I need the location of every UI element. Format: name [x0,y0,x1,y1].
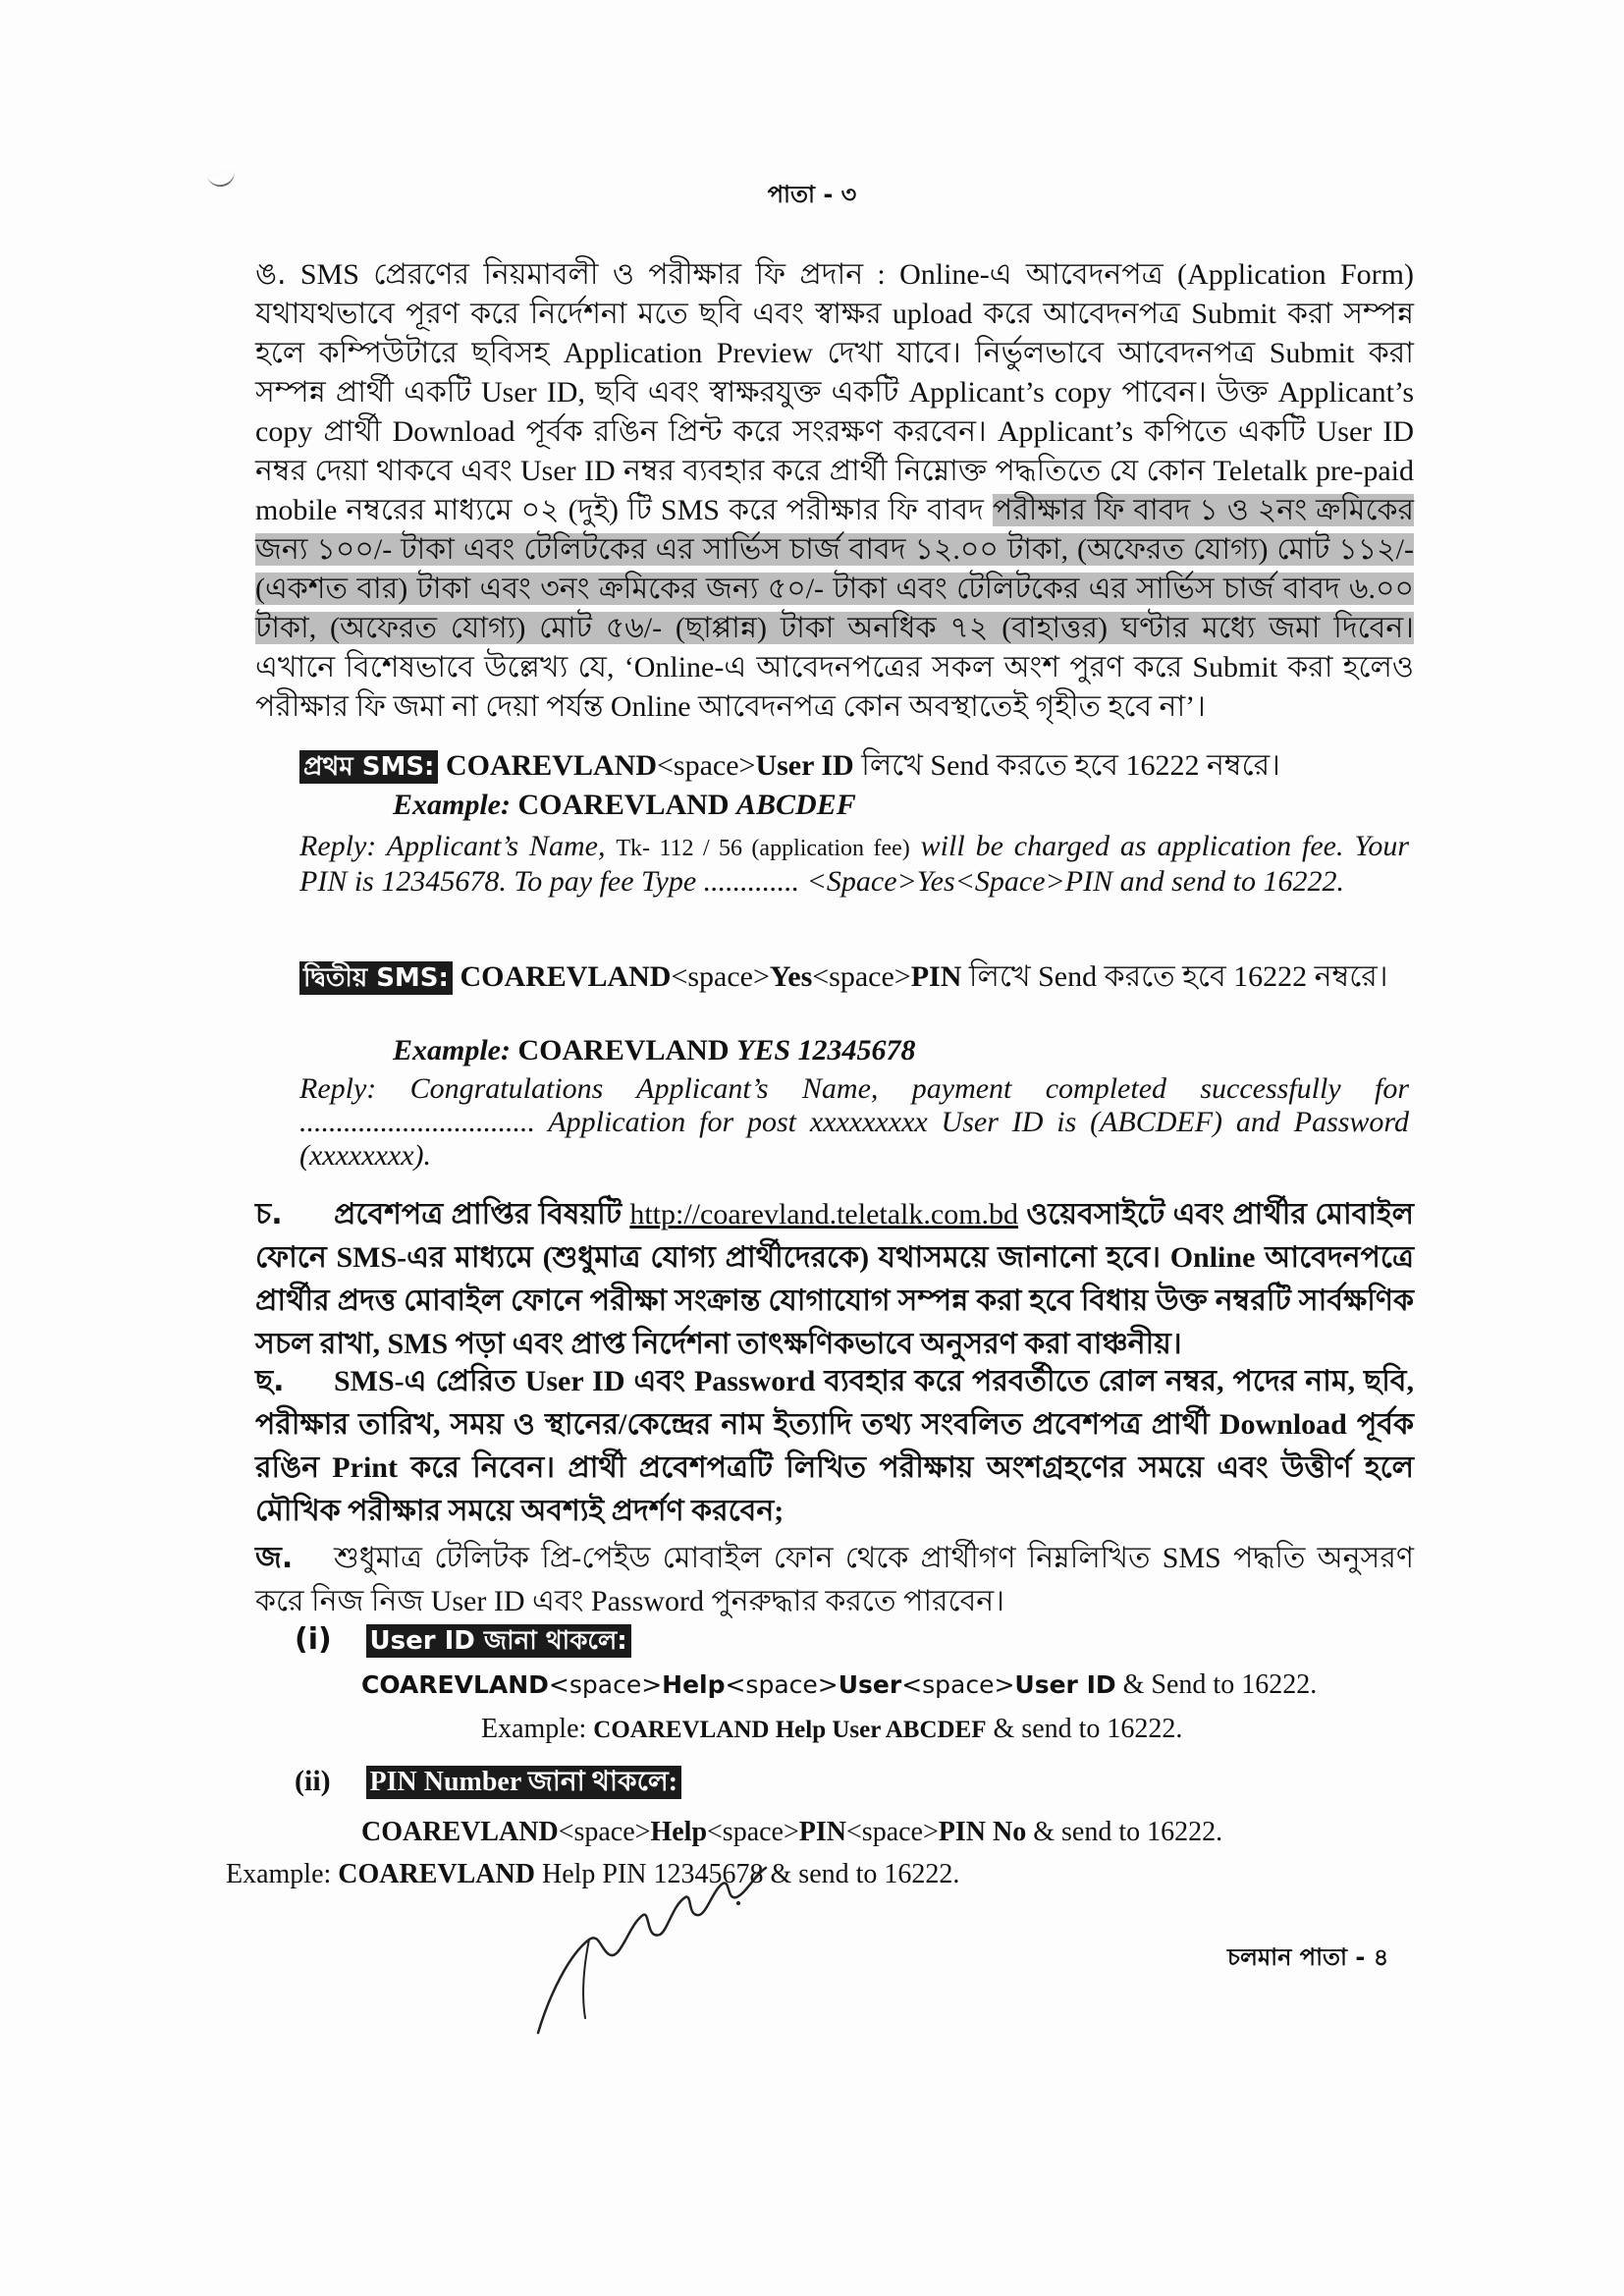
sms1-code: COAREVLAND [445,749,657,782]
sms1-space: <space> [656,749,756,782]
recovery-userid-command [361,1669,1317,1701]
cmd-help: Help [662,1670,726,1699]
roman-numeral: (ii) [295,1765,331,1797]
sms2-space1: <space> [671,960,770,993]
sms1-tail: লিখে Send করতে হবে 16222 নম্বরে। [853,749,1280,782]
cmd-tail: & Send to 16222. [1115,1669,1318,1700]
admit-card-text2: ওয়েবসাইটে এবং প্রার্থীর মোবাইল ফোনে SMS-এর মাধ্যমে (শুধুমাত্র যোগ্য প্রার্থীদেরকে) যথাসময়ে জানানো হবে। Online আবেদনপত্রে প্রার্থীর প্রদত্ত মোবাইল ফোনে পরীক্ষা সংক্রান্ত যোগাযোগ সম্পন্ন করা হবে বিধায় উক্ত নম্বরটি সার্বক্ষণিক সচল রাখা, SMS পড়া এবং প্রাপ্ত নির্দেশনা তাৎক্ষণিকভাবে অনুসরণ করা বাঞ্চনীয়। [255,1198,1414,1360]
cmd-help: Help [650,1817,708,1847]
sms2-line [299,957,1409,997]
sms1-example [393,786,856,825]
cmd-user: User [838,1670,902,1699]
cmd-space: <space> [548,1670,663,1699]
sms2-example-value: YES 12345678 [736,1034,916,1066]
cmd-space: <space> [725,1670,839,1699]
cmd-code: COAREVLAND [361,1817,559,1847]
continued-page-note: চলমান পাতা - ৪ [1227,1943,1389,1971]
admit-card-text1: প্রবেশপত্র প্রাপ্তির বিষয়টি [334,1198,630,1230]
instructions-note: এখানে বিশেষভাবে উল্লেখ্য যে, ‘Online-এ আবেদনপত্রের সকল অংশ পুরণ করে Submit করা হলেও পরীক্ষার ফি জমা না দেয়া পর্যন্ত Online আবেদনপত্র কোন অবস্থাতেই গৃহীত হবে না’। [255,651,1414,723]
example-tail: Help PIN 12345678 & send to 16222. [534,1859,960,1889]
recovery-pin-command [361,1817,1222,1848]
recovery-userid-example [481,1714,1182,1745]
cmd-space: <space> [901,1670,1015,1699]
admit-card-section [255,1193,1414,1366]
example-prefix: Example: [226,1859,339,1889]
instructions-text: SMS প্রেরণের নিয়মাবলী ও পরীক্ষার ফি প্রদান : Online-এ আবেদনপত্র (Application Form) যথাযথভাবে পূরণ করে নির্দেশনা মতে ছবি এবং স্বাক্ষর upload করে আবেদনপত্র Submit করা সম্পন্ন হলে কম্পিউটারে ছবিসহ Application Preview দেখা যাবে। নির্ভুলভাবে আবেদনপত্র Submit করা সম্পন্ন প্রার্থী একটি User ID, ছবি এবং স্বাক্ষরযুক্ত একটি Applicant’s copy পাবেন। উক্ত Applicant’s copy প্রার্থী Download পূর্বক রঙিন প্রিন্ট করে সংরক্ষণ করবেন। Applicant’s কপিতে একটি User ID নম্বর দেয়া থাকবে এবং User ID নম্বর ব্যবহার করে প্রার্থী নিম্নোক্ত পদ্ধতিতে যে কোন Teletalk pre-paid mobile নম্বরের মাধ্যমে ০২ (দুই) টি SMS করে পরীক্ষার ফি বাবদ [255,258,1414,526]
sms2-pin: PIN [910,960,962,993]
cmd-space: <space> [846,1817,939,1847]
example-tail: & send to 16222. [986,1714,1183,1744]
sms2-example-code: COAREVLAND [517,1034,730,1066]
example-command: COAREVLAND [338,1859,535,1889]
sms2-label: দ্বিতীয় SMS: [299,961,453,995]
sms2-example [393,1031,916,1070]
recovery-pin-heading [295,1765,681,1799]
handwritten-signature [530,1846,805,2043]
sms1-example-value: ABCDEF [736,789,856,821]
cmd-space: <space> [707,1817,799,1847]
example-command: COAREVLAND Help User ABCDEF [593,1717,987,1743]
cmd-pin-no: PIN No [938,1817,1027,1847]
sms2-yes: Yes [769,960,813,993]
sms1-reply [299,830,1409,899]
sms1-line [299,746,1409,786]
example-prefix: Example: [481,1714,594,1744]
sms2-tail: লিখে Send করতে হবে 16222 নম্বরে। [961,960,1388,993]
section-marker: ঙ. [255,257,287,292]
sms1-example-code: COAREVLAND [517,789,730,821]
userid-known-label: User ID জানা থাকলে: [366,1624,631,1658]
sms2-example-label: Example: [393,1034,511,1066]
cmd-code: COAREVLAND [361,1670,549,1699]
sms2-code: COAREVLAND [460,960,672,993]
download-admit-text: SMS-এ প্রেরিত User ID এবং Password ব্যবহার করে পরবর্তীতে রোল নম্বর, পদের নাম, ছবি, পরীক্ষার তারিখ, সময় ও স্থানের/কেন্দ্রের নাম ইত্যাদি তথ্য সংবলিত প্রবেশপত্র প্রার্থী Download পূর্বক রঙিন Print করে নিবেন। প্রার্থী প্রবেশপত্রটি লিখিত পরীক্ষায় অংশগ্রহণের সময়ে এবং উত্তীর্ণ হলে মৌখিক পরীক্ষার সময়ে অবশ্যই প্রদর্শণ করবেন; [255,1365,1414,1527]
section-marker: ছ. [255,1364,285,1398]
section-marker: চ. [255,1197,283,1231]
pin-known-label: PIN Number জানা থাকলে: [366,1766,682,1799]
section-marker: জ. [255,1541,294,1575]
sms2-reply: Reply: Congratulations Applicant’s Name, payment completed successfully for ................................ Application for post xxxxxxxxx User ID is (ABCDEF) and Password (xxxxxxxx). [299,1072,1409,1172]
recovery-text: শুধুমাত্র টেলিটক প্রি-পেইড মোবাইল ফোন থেকে প্রার্থীগণ নিম্নলিখিত SMS পদ্ধতি অনুসরণ করে নিজ নিজ User ID এবং Password পুনরুদ্ধার করতে পারবেন। [255,1542,1414,1617]
sms1-reply-fee: Tk- 112 / 56 (application fee) [616,836,910,861]
download-admit-section [255,1360,1414,1533]
sms1-reply-part1: Reply: Applicant’s Name, [299,830,617,862]
cmd-tail: & send to 16222. [1026,1817,1223,1847]
sms1-label: প্রথম SMS: [299,750,438,784]
cmd-userid: User ID [1014,1670,1116,1699]
teletalk-website-link[interactable]: http://coarevland.teletalk.com.bd [629,1198,1019,1230]
cmd-pin: PIN [798,1817,847,1847]
sms2-space2: <space> [812,960,911,993]
cmd-space: <space> [558,1817,651,1847]
page-header: পাতা - ৩ [767,181,857,208]
sms1-userid: User ID [755,749,854,782]
recovery-userid-heading [295,1622,631,1658]
fee-instructions-paragraph [255,255,1414,727]
sms1-example-label: Example: [393,789,511,821]
fee-highlight: পরীক্ষার ফি বাবদ ১ ও ২নং ক্রমিকের জন্য ১০০/- টাকা এবং টেলিটকের এর সার্ভিস চার্জ বাবদ ১২.০০ টাকা, (অফেরত যোগ্য) মোট ১১২/- (একশত বার) টাকা এবং ৩নং ক্রমিকের জন্য ৫০/- টাকা এবং টেলিটকের এর সার্ভিস চার্জ বাবদ ৬.০০ টাকা, (অফেরত যোগ্য) মোট ৫৬/- (ছাপ্পান্ন) টাকা অনধিক ৭২ (বাহাত্তর) ঘণ্টার মধ্যে জমা দিবেন। [255,494,1415,644]
roman-numeral: (i) [295,1622,332,1657]
sms1-reply-part2: will be charged as application fee. Your PIN is 12345678. To pay fee Type ............. <Space>Yes<Space>PIN and send to 16222. [299,830,1409,898]
recovery-section [255,1537,1414,1623]
